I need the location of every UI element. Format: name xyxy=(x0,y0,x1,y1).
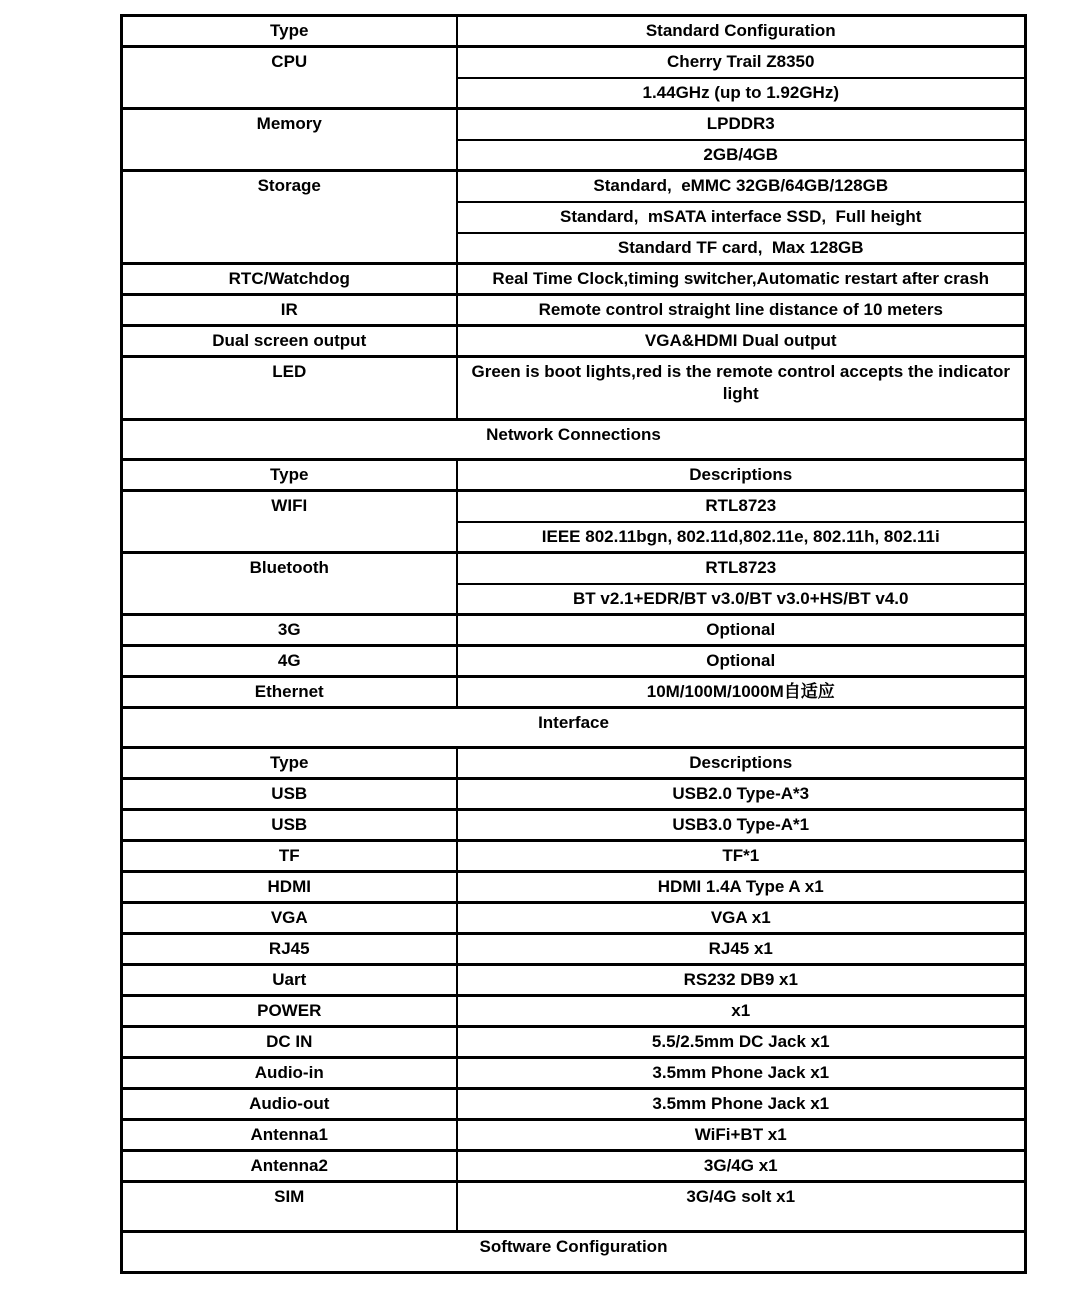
spec-value-cell: RJ45 x1 xyxy=(457,934,1026,965)
spec-value-cell: TF*1 xyxy=(457,841,1026,872)
spec-value-cell: 5.5/2.5mm DC Jack x1 xyxy=(457,1027,1026,1058)
table-row xyxy=(122,264,1026,295)
table-row xyxy=(122,748,1026,779)
spec-label-cell: USB xyxy=(122,779,457,810)
table-row xyxy=(122,47,1026,78)
spec-label-cell: HDMI xyxy=(122,872,457,903)
spec-value-cell: LPDDR3 xyxy=(457,109,1026,140)
spec-value-cell: Standard TF card, Max 128GB xyxy=(457,233,1026,264)
spec-value-cell: WiFi+BT x1 xyxy=(457,1120,1026,1151)
table-row xyxy=(122,1089,1026,1120)
spec-label-cell: LED xyxy=(122,357,457,420)
spec-label-cell: 4G xyxy=(122,646,457,677)
table-row xyxy=(122,460,1026,491)
table-row xyxy=(122,553,1026,584)
section-row xyxy=(122,708,1026,748)
spec-label-cell: TF xyxy=(122,841,457,872)
spec-label-cell: Antenna2 xyxy=(122,1151,457,1182)
spec-value-cell: HDMI 1.4A Type A x1 xyxy=(457,872,1026,903)
table-row xyxy=(122,357,1026,420)
section-row xyxy=(122,1232,1026,1273)
table-row xyxy=(122,677,1026,708)
spec-value-cell: Descriptions xyxy=(457,748,1026,779)
spec-value-cell: 3.5mm Phone Jack x1 xyxy=(457,1058,1026,1089)
table-row xyxy=(122,903,1026,934)
spec-label-cell: RTC/Watchdog xyxy=(122,264,457,295)
table-row xyxy=(122,810,1026,841)
spec-value-cell: Standard, eMMC 32GB/64GB/128GB xyxy=(457,171,1026,202)
spec-label-cell: Audio-out xyxy=(122,1089,457,1120)
spec-value-cell: Cherry Trail Z8350 xyxy=(457,47,1026,78)
table-row xyxy=(122,109,1026,140)
spec-value-cell: Real Time Clock,timing switcher,Automatic restart after crash xyxy=(457,264,1026,295)
spec-value-cell: VGA&HDMI Dual output xyxy=(457,326,1026,357)
table-row xyxy=(122,326,1026,357)
table-row xyxy=(122,1058,1026,1089)
spec-label-cell: Type xyxy=(122,16,457,47)
table-row xyxy=(122,295,1026,326)
spec-value-cell: Descriptions xyxy=(457,460,1026,491)
spec-label-cell: Uart xyxy=(122,965,457,996)
spec-value-cell: VGA x1 xyxy=(457,903,1026,934)
section-row xyxy=(122,420,1026,460)
table-row xyxy=(122,1120,1026,1151)
spec-label-cell: Storage xyxy=(122,171,457,264)
spec-value-cell: RS232 DB9 x1 xyxy=(457,965,1026,996)
spec-table-body xyxy=(122,16,1026,1273)
spec-label-cell: CPU xyxy=(122,47,457,109)
table-row xyxy=(122,1151,1026,1182)
spec-value-cell: USB2.0 Type-A*3 xyxy=(457,779,1026,810)
spec-label-cell: Type xyxy=(122,460,457,491)
spec-value-cell: 1.44GHz (up to 1.92GHz) xyxy=(457,78,1026,109)
spec-label-cell: RJ45 xyxy=(122,934,457,965)
spec-label-cell: Antenna1 xyxy=(122,1120,457,1151)
table-row xyxy=(122,779,1026,810)
spec-value-cell: USB3.0 Type-A*1 xyxy=(457,810,1026,841)
spec-label-cell: USB xyxy=(122,810,457,841)
spec-value-cell: 2GB/4GB xyxy=(457,140,1026,171)
spec-value-cell: Standard, mSATA interface SSD, Full height xyxy=(457,202,1026,233)
section-header-cell: Network Connections xyxy=(122,420,1026,460)
table-row xyxy=(122,965,1026,996)
spec-table xyxy=(120,14,1027,1274)
spec-label-cell: Ethernet xyxy=(122,677,457,708)
spec-label-cell: 3G xyxy=(122,615,457,646)
spec-value-cell: Green is boot lights,red is the remote control accepts the indicator light xyxy=(457,357,1026,420)
spec-label-cell: Type xyxy=(122,748,457,779)
spec-label-cell: Memory xyxy=(122,109,457,171)
spec-value-cell: 3.5mm Phone Jack x1 xyxy=(457,1089,1026,1120)
spec-value-cell: Remote control straight line distance of 10 meters xyxy=(457,295,1026,326)
spec-value-cell: Optional xyxy=(457,615,1026,646)
spec-label-cell: VGA xyxy=(122,903,457,934)
spec-label-cell: Dual screen output xyxy=(122,326,457,357)
table-row xyxy=(122,646,1026,677)
table-row xyxy=(122,996,1026,1027)
table-row xyxy=(122,872,1026,903)
spec-value-cell: x1 xyxy=(457,996,1026,1027)
table-row xyxy=(122,491,1026,522)
spec-value-cell: Optional xyxy=(457,646,1026,677)
section-header-cell: Software Configuration xyxy=(122,1232,1026,1273)
spec-value-cell: BT v2.1+EDR/BT v3.0/BT v3.0+HS/BT v4.0 xyxy=(457,584,1026,615)
table-row xyxy=(122,841,1026,872)
table-row xyxy=(122,16,1026,47)
spec-label-cell: POWER xyxy=(122,996,457,1027)
section-header-cell: Interface xyxy=(122,708,1026,748)
spec-label-cell: Bluetooth xyxy=(122,553,457,615)
spec-value-cell: 3G/4G solt x1 xyxy=(457,1182,1026,1232)
spec-value-cell: RTL8723 xyxy=(457,491,1026,522)
spec-label-cell: DC IN xyxy=(122,1027,457,1058)
spec-label-cell: SIM xyxy=(122,1182,457,1232)
spec-value-cell: 10M/100M/1000M自适应 xyxy=(457,677,1026,708)
spec-label-cell: IR xyxy=(122,295,457,326)
table-row xyxy=(122,1182,1026,1232)
table-row xyxy=(122,171,1026,202)
table-row xyxy=(122,615,1026,646)
spec-value-cell: Standard Configuration xyxy=(457,16,1026,47)
spec-label-cell: Audio-in xyxy=(122,1058,457,1089)
spec-label-cell: WIFI xyxy=(122,491,457,553)
spec-value-cell: IEEE 802.11bgn, 802.11d,802.11e, 802.11h, 802.11i xyxy=(457,522,1026,553)
spec-value-cell: RTL8723 xyxy=(457,553,1026,584)
table-row xyxy=(122,934,1026,965)
table-row xyxy=(122,1027,1026,1058)
spec-value-cell: 3G/4G x1 xyxy=(457,1151,1026,1182)
